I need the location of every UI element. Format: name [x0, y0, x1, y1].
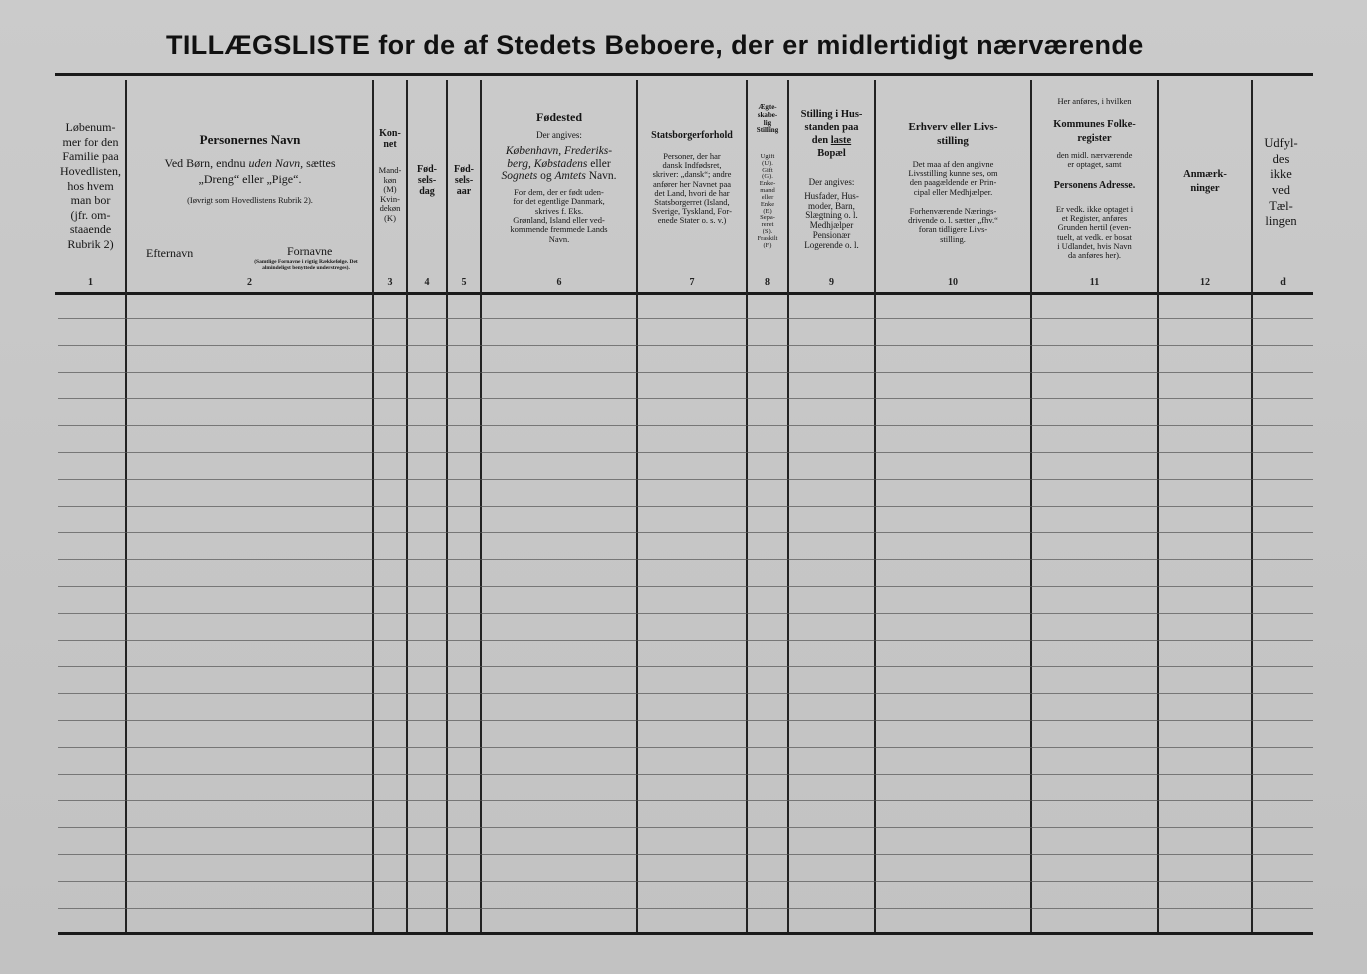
- row-line: [58, 586, 1313, 587]
- birthplace-plain1: eller: [587, 157, 611, 170]
- column-number: d: [1280, 277, 1286, 288]
- birthplace-italic2: Sognets: [501, 170, 538, 183]
- row-line: [58, 774, 1313, 775]
- column-number: 8: [765, 277, 770, 288]
- header-birthplace-heading: Fødested: [536, 111, 582, 124]
- row-line: [58, 559, 1313, 560]
- header-address-heading: Personens Adresse.: [1053, 180, 1136, 191]
- household-heading-2: Bopæl: [817, 148, 846, 160]
- column-number: 12: [1200, 277, 1210, 288]
- row-line: [58, 908, 1313, 909]
- header-remarks: Anmærk- ninger: [1183, 169, 1227, 194]
- bottom-rule: [58, 932, 1313, 935]
- header-names-heading: Personernes Navn: [199, 133, 301, 147]
- column-number: 10: [948, 277, 958, 288]
- header-surname-label: Efternavn: [146, 246, 194, 260]
- header-not-filled: Udfyl- des ikke ved Tæl- lingen: [1264, 136, 1298, 229]
- column-number: 11: [1089, 277, 1100, 288]
- row-line: [58, 372, 1313, 373]
- column-number: 5: [461, 277, 467, 288]
- row-line: [58, 532, 1313, 533]
- header-household-sub: Der angives:: [808, 177, 855, 187]
- header-occupation-text2: Forhenværende Nærings- drivende o. l. sætter „fhv.“ foran tidligere Livs- stilling.: [908, 207, 998, 244]
- column-number: 6: [556, 277, 562, 288]
- row-line: [58, 693, 1313, 694]
- header-birth-day: Fød- sels- dag: [417, 164, 437, 198]
- column-number: 3: [387, 277, 393, 288]
- row-line: [58, 854, 1313, 855]
- row-line: [58, 666, 1313, 667]
- names-line1-b: uden Navn,: [248, 157, 304, 170]
- header-family-number: Løbenum- mer for den Familie paa Hovedlisten, hos hvem man bor (jfr. om- staaende Rubrik 2): [60, 120, 121, 251]
- household-heading-1: Stilling i Hus- standen paa den: [800, 109, 863, 147]
- header-household-text: Husfader, Hus- moder, Barn, Slægtning o. l. Medhjælper Pensionær Logerende o. l.: [804, 192, 859, 250]
- header-bottom-rule: [55, 292, 1313, 295]
- names-line1-c: sættes: [303, 157, 336, 170]
- header-birth-year: Fød- sels- aar: [454, 164, 474, 198]
- column-number: 1: [88, 277, 93, 288]
- column-number: 9: [829, 277, 834, 288]
- header-names-line2: „Dreng“ eller „Pige“.: [198, 173, 302, 186]
- header-sex-heading: Kon- net: [379, 128, 401, 151]
- birthplace-italic3: Amtets: [554, 170, 586, 183]
- header-marital-heading: Ægte- skabe- lig Stilling: [756, 104, 779, 135]
- header-given-names-note: (Samtlige Fornavne i rigtig Rækkefølge. Det almindeligst benyttede understreges).: [254, 259, 358, 272]
- birthplace-italic1: København, Frederiks- berg, Købstadens: [505, 145, 613, 170]
- column-number: 2: [247, 277, 252, 288]
- header-birthplace-sub: Der angives:: [536, 130, 582, 140]
- row-line: [58, 613, 1313, 614]
- header-register-text2: Er vedk. ikke optaget i et Register, anføres Grunden hertil (even- tuelt, at vedk. er bosat i Udlandet, hvis Navn da anføres her).: [1055, 205, 1134, 260]
- header-citizenship-text: Personer, der har dansk Indfødsret, skriver: „dansk“; andre anfører her Navnet paa det Land, hvori de har Statsborgerret (Island, Sverige, Tyskland, For- enede Stater o. s. v.): [652, 152, 732, 226]
- row-line: [58, 881, 1313, 882]
- birthplace-plain3: Navn.: [585, 170, 617, 183]
- row-line: [58, 318, 1313, 319]
- header-occupation-heading: Erhverv eller Livs- stilling: [908, 121, 998, 148]
- row-line: [58, 345, 1313, 346]
- row-line: [58, 398, 1313, 399]
- row-line: [58, 452, 1313, 453]
- row-line: [58, 479, 1313, 480]
- form-title: TILLÆGSLISTE for de af Stedets Beboere, der er midlertidigt nærværende: [166, 30, 1144, 60]
- names-line1-a: Ved Børn, endnu: [164, 157, 249, 170]
- header-birthplace-text1: [482, 145, 636, 183]
- header-sex-text: Mand- køn (M) Kvin- dekøn (K): [378, 166, 402, 223]
- household-heading-underlined: laste: [830, 135, 852, 147]
- header-birthplace-text2: For dem, der er født uden- for det egentlige Danmark, skrives f. Eks. Grønland, Island eller ved- kommende fremmede Lands Navn.: [510, 188, 608, 244]
- header-names-line1: [130, 157, 370, 170]
- header-register-text: den midl. nærværende er optaget, samt: [1056, 151, 1133, 170]
- header-marital-text: Ugift (U). Gift (G). Enke- mand eller Enke (E) Sepa- reret (S). Fraskilt (F): [757, 154, 778, 249]
- row-line: [58, 425, 1313, 426]
- row-line: [58, 800, 1313, 801]
- column-number: 4: [424, 277, 430, 288]
- top-rule: [55, 73, 1313, 76]
- row-line: [58, 720, 1313, 721]
- header-citizenship-heading: Statsborgerforhold: [651, 130, 733, 141]
- row-line: [58, 506, 1313, 507]
- header-occupation-text: Det maa af den angivne Livsstilling kunne ses, om den paagældende er Prin- cipal eller Medhjælper.: [908, 160, 998, 197]
- row-line: [58, 747, 1313, 748]
- row-line: [58, 640, 1313, 641]
- column-number: 7: [689, 277, 695, 288]
- row-line: [58, 827, 1313, 828]
- header-register-pre: Her anføres, i hvilken: [1057, 97, 1132, 106]
- header-register-heading: Kommunes Folke- register: [1053, 119, 1136, 144]
- header-given-names-label: Fornavne: [287, 244, 333, 258]
- birthplace-plain2: og: [537, 170, 555, 183]
- header-household-heading: [789, 108, 874, 161]
- header-names-note: (Iøvrigt som Hovedlistens Rubrik 2).: [187, 196, 313, 205]
